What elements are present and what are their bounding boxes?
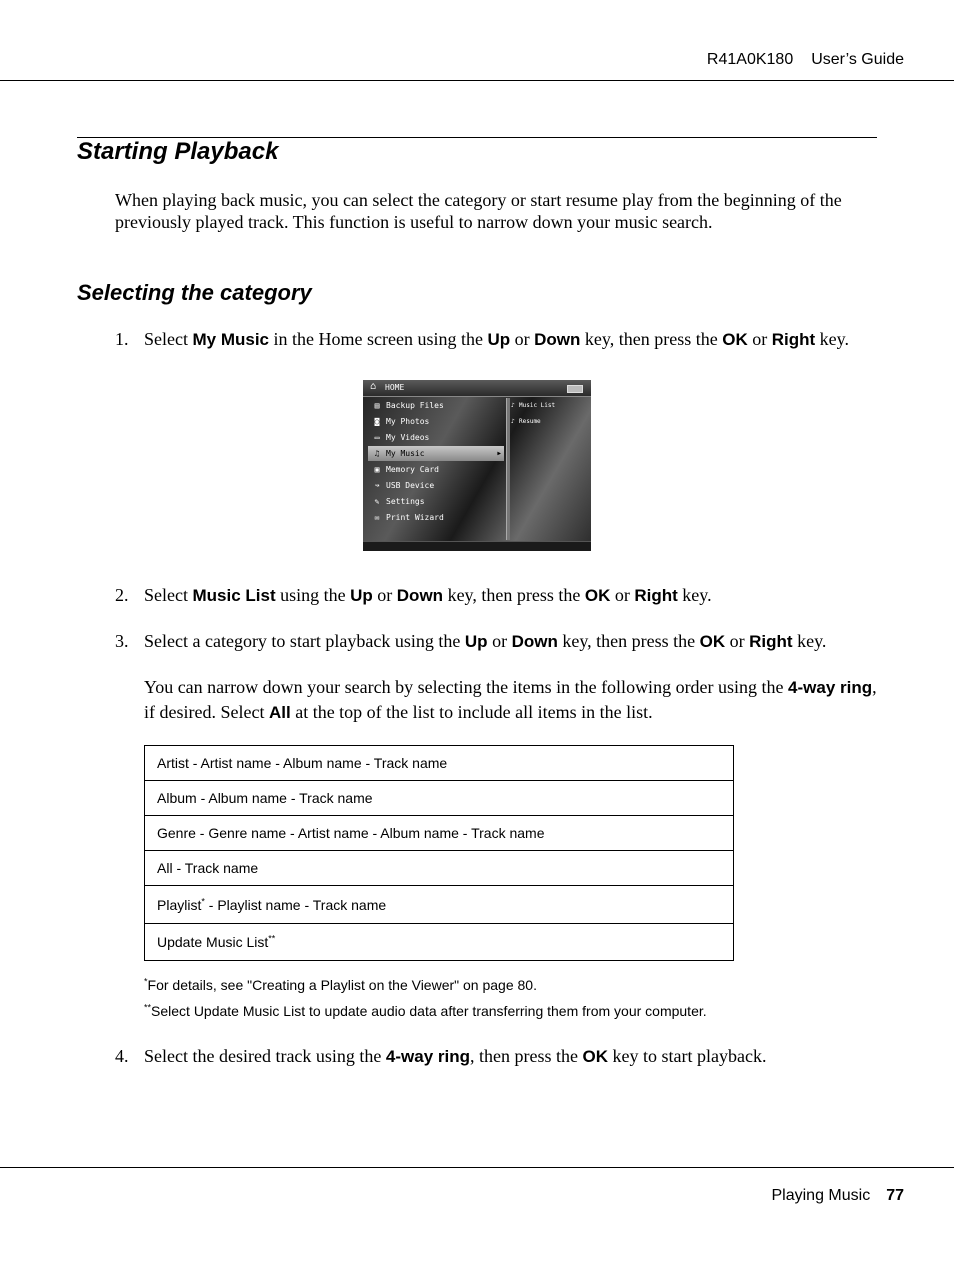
home-icon: ⌂ xyxy=(370,381,377,392)
card-icon: ▣ xyxy=(374,465,380,474)
step-text: Select the desired track using the xyxy=(144,1046,386,1066)
step-text: or xyxy=(725,631,750,651)
key-name: OK xyxy=(584,586,611,605)
key-name: Down xyxy=(534,330,581,349)
home-menu xyxy=(368,398,508,542)
menu-item-usb-device xyxy=(368,478,504,493)
header-rule xyxy=(0,80,954,81)
note-text: at the top of the list to include all items in the list. xyxy=(290,702,653,722)
key-name: All xyxy=(268,703,291,722)
table-row xyxy=(145,886,734,924)
backup-icon: ▤ xyxy=(374,401,380,410)
table-cell xyxy=(145,886,734,924)
sub-item-resume xyxy=(511,414,541,430)
printer-icon: ✉ xyxy=(374,513,380,522)
step-text: key. xyxy=(815,329,849,349)
key-name: Music List xyxy=(192,586,276,605)
step-text: key to start playback. xyxy=(608,1046,767,1066)
step-text: key, then press the xyxy=(580,329,723,349)
key-name: 4-way ring xyxy=(385,1047,471,1066)
table-row xyxy=(145,851,734,886)
table-cell: Artist - Artist name - Album name - Track name xyxy=(145,746,734,781)
step-text: key. xyxy=(792,631,827,651)
cell-text: - Playlist name - Track name xyxy=(204,896,387,913)
menu-item-print-wizard xyxy=(368,510,504,525)
step-text: or xyxy=(610,585,635,605)
footer-rule xyxy=(0,1167,954,1168)
note-text: , if desired. Select xyxy=(144,677,877,722)
step-3-note xyxy=(144,675,884,725)
table-cell: Album - Album name - Track name xyxy=(145,781,734,816)
step-text: or xyxy=(487,631,512,651)
menu-item-backup-files xyxy=(368,398,504,413)
step-number: 3. xyxy=(115,631,129,651)
step-text: Select a category to start playback using the xyxy=(144,631,465,651)
key-name: 4-way ring xyxy=(788,678,873,697)
pane-divider xyxy=(506,398,510,540)
footnote-text: For details, see "Creating a Playlist on the Viewer" on page 80. xyxy=(147,977,537,993)
menu-item-memory-card xyxy=(368,462,504,477)
menu-item-label: Print Wizard xyxy=(386,513,444,522)
step-text: key. xyxy=(677,585,712,605)
menu-item-label: Memory Card xyxy=(386,465,439,474)
music-note-icon: ♪ xyxy=(511,402,515,409)
camera-icon: ◙ xyxy=(374,417,380,426)
key-name: Up xyxy=(487,330,511,349)
menu-item-label: Backup Files xyxy=(386,401,444,410)
footnote-text: Select Update Music List to update audio data after transferring them from your computer. xyxy=(151,1003,707,1019)
step-text: in the Home screen using the xyxy=(269,329,488,349)
chapter-name: Playing Music xyxy=(771,1187,871,1204)
menu-item-label: USB Device xyxy=(386,481,435,490)
table-row xyxy=(145,816,734,851)
footnote-mark: ** xyxy=(144,1002,152,1013)
sub-item-label: Resume xyxy=(519,418,541,425)
usb-icon: ↝ xyxy=(374,481,380,490)
wrench-icon: ✎ xyxy=(374,497,380,506)
running-footer xyxy=(772,1187,905,1205)
step-text: or xyxy=(372,585,397,605)
screen-status-bar xyxy=(363,541,591,551)
cell-text: Playlist xyxy=(157,896,202,913)
table-cell xyxy=(145,924,734,961)
key-name: Up xyxy=(350,586,373,605)
doc-code: R41A0K180 xyxy=(706,51,794,68)
menu-item-label: My Music xyxy=(386,449,425,458)
key-name: OK xyxy=(722,330,748,349)
key-name: Down xyxy=(396,586,444,605)
step-number: 1. xyxy=(115,329,129,349)
step-text: key, then press the xyxy=(443,585,585,605)
table-row xyxy=(145,781,734,816)
menu-item-label: My Photos xyxy=(386,417,430,426)
key-name: Right xyxy=(749,632,793,651)
screen-title: HOME xyxy=(385,383,405,392)
step-text: or xyxy=(510,329,535,349)
table-row xyxy=(145,924,734,961)
footnote-2 xyxy=(144,1003,707,1019)
sub-item-label: Music List xyxy=(519,402,556,409)
video-icon: ▭ xyxy=(374,433,380,442)
table-cell: All - Track name xyxy=(145,851,734,886)
menu-item-my-photos xyxy=(368,414,504,429)
step-text: Select xyxy=(144,585,193,605)
cell-text: Update Music List xyxy=(157,934,269,950)
footnote-mark: ** xyxy=(268,933,276,944)
key-name: Right xyxy=(634,586,678,605)
menu-item-my-videos xyxy=(368,430,504,445)
subsection-title: Selecting the category xyxy=(77,280,312,305)
step-text: using the xyxy=(275,585,351,605)
menu-item-label: My Videos xyxy=(386,433,430,442)
menu-item-label: Settings xyxy=(386,497,425,506)
key-name: Down xyxy=(511,632,558,651)
menu-item-my-music xyxy=(368,446,504,461)
footnote-1 xyxy=(144,977,537,993)
running-header xyxy=(707,51,904,69)
battery-icon xyxy=(567,385,583,393)
step-number: 4. xyxy=(115,1046,129,1066)
table-row xyxy=(145,746,734,781)
category-order-table xyxy=(144,745,734,961)
footnote-mark: * xyxy=(144,976,148,987)
step-3 xyxy=(115,629,880,654)
key-name: Right xyxy=(771,330,816,349)
home-screen-screenshot xyxy=(363,380,591,551)
key-name: Up xyxy=(464,632,488,651)
arrow-right-icon: ▶ xyxy=(497,450,501,457)
step-text: key, then press the xyxy=(557,631,700,651)
step-text: Select xyxy=(144,329,193,349)
music-note-icon: ♪ xyxy=(511,418,515,425)
intro-paragraph: When playing back music, you can select the category or start resume play from the beginning of the previously played track. This function is useful to narrow down your music search. xyxy=(115,190,842,232)
screen-title-bar xyxy=(363,380,591,397)
step-text: , then press the xyxy=(470,1046,583,1066)
key-name: OK xyxy=(699,632,726,651)
step-2 xyxy=(115,583,880,608)
section-title: Starting Playback xyxy=(77,138,279,165)
step-number: 2. xyxy=(115,585,129,605)
step-text: or xyxy=(747,329,772,349)
footnote-mark: * xyxy=(201,895,205,906)
sub-item-music-list xyxy=(511,398,555,414)
page-number: 77 xyxy=(886,1187,904,1204)
key-name: My Music xyxy=(192,330,270,349)
step-1 xyxy=(115,327,880,352)
step-4 xyxy=(115,1044,880,1069)
table-cell: Genre - Genre name - Artist name - Album name - Track name xyxy=(145,816,734,851)
music-icon: ♫ xyxy=(374,449,380,458)
guide-title: User’s Guide xyxy=(811,51,904,68)
key-name: OK xyxy=(582,1047,608,1066)
note-text: You can narrow down your search by selecting the items in the following order using the xyxy=(144,677,789,697)
menu-item-settings xyxy=(368,494,504,509)
